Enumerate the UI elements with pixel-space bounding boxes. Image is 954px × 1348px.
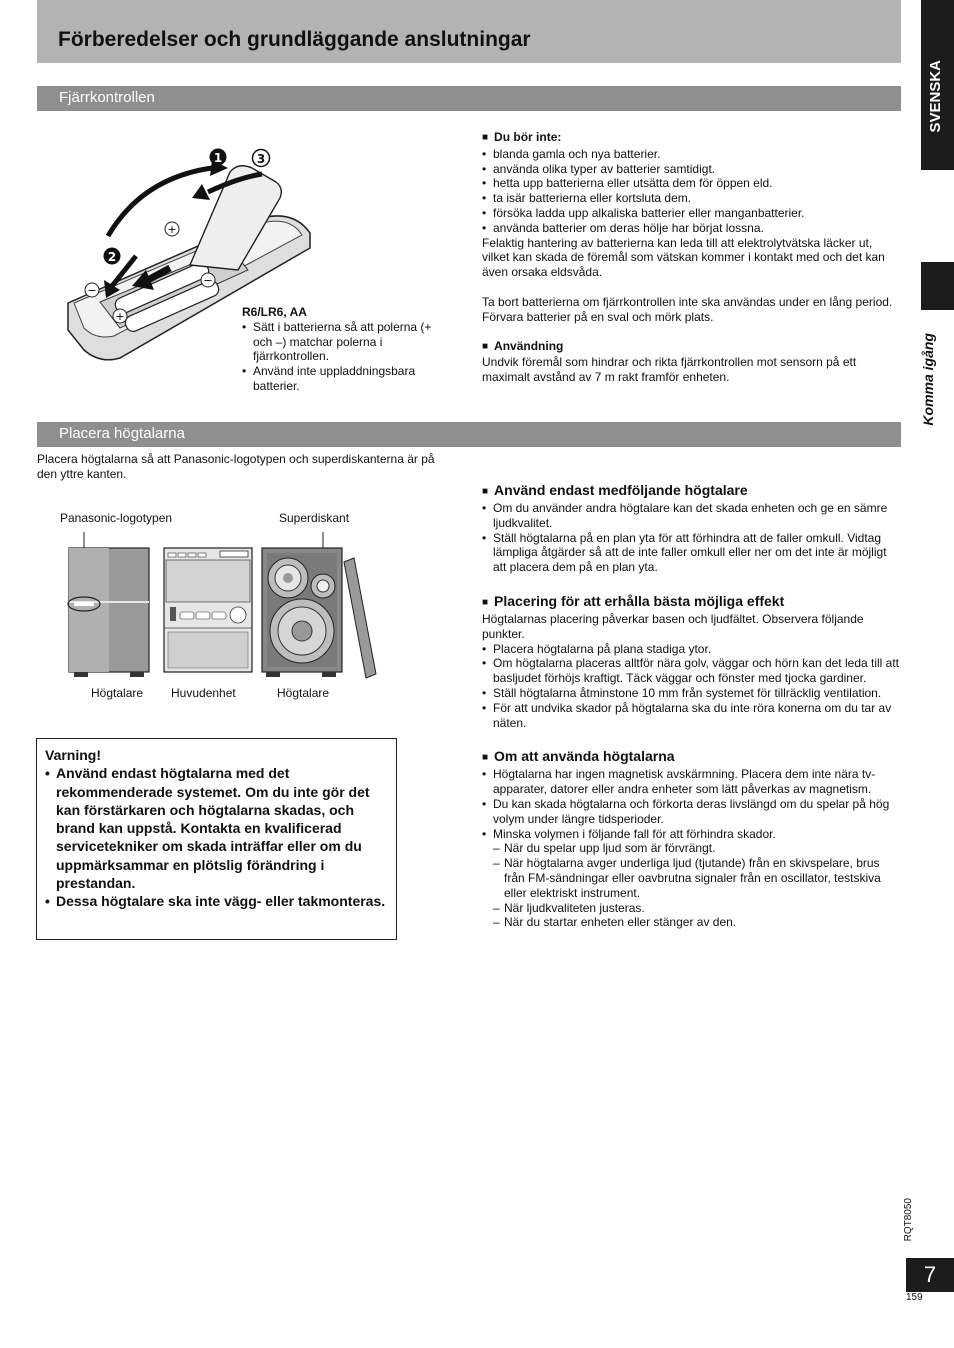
page-number: 7 xyxy=(923,1262,937,1287)
list-item: • Om du använder andra högtalare kan det skada enheten och ge en sämre ljudkvalitet. xyxy=(482,501,902,531)
using-dash-list xyxy=(482,841,902,930)
list-item: • blanda gamla och nya batterier. xyxy=(482,147,902,162)
removal-text: Ta bort batterierna om fjärrkontrollen inte ska användas under en lång period. Förvara batterier på en sval och mörk plats. xyxy=(482,294,893,324)
svg-text:+: + xyxy=(115,310,125,323)
svg-text:−: − xyxy=(87,284,97,297)
speakers-text-column xyxy=(482,482,902,930)
usage-text: Undvik föremål som hindrar och rikta fjärrkontrollen mot sensorn på ett maximalt avstånd av 7 m rakt framför enheten. xyxy=(482,355,857,385)
list-item: • använda olika typer av batterier samtidigt. xyxy=(482,162,902,177)
list-item: • För att undvika skador på högtalarna ska du inte röra konerna om du tar av näten. xyxy=(482,701,902,731)
page-number-box xyxy=(906,1258,954,1292)
heading-using: ■ Om att använda högtalarna xyxy=(482,748,902,767)
placement-list xyxy=(482,642,902,731)
list-item: • Använd inte uppladdningsbara batterier. xyxy=(242,364,442,394)
label-tweeter: Superdiskant xyxy=(279,511,350,525)
section-tab-block xyxy=(921,262,954,310)
warning-list xyxy=(45,764,389,910)
callout-2-label: 2 xyxy=(107,250,117,264)
list-item: • använda batterier om deras hölje har börjat lossna. xyxy=(482,221,902,236)
speaker-system-illustration xyxy=(60,528,390,680)
list-item: • Minska volymen i följande fall för att förhindra skador. xyxy=(482,827,902,842)
list-item: • Använd endast högtalarna med det rekommenderade systemet. Om du inte gör det kan förstärkaren och högtalarna skadas, och brand kan uppstå. Kontakta en kvalificerad servicetekniker om skada inträffar eller om du uppmärksammar en plötslig förändring i prestandan. xyxy=(45,764,389,892)
section-title-speakers: Placera högtalarna xyxy=(59,425,185,442)
list-item: • försöka ladda upp alkaliska batterier eller manganbatterier. xyxy=(482,206,902,221)
section-title-remote: Fjärrkontrollen xyxy=(59,89,155,106)
usage-heading: ■ Användning xyxy=(482,339,902,356)
heading-use-supplied: ■ Använd endast medföljande högtalare xyxy=(482,482,902,501)
battery-type: R6/LR6, AA xyxy=(242,305,307,319)
list-item: • Dessa högtalare ska inte vägg- eller takmonteras. xyxy=(45,892,389,910)
list-item: • hetta upp batterierna eller utsätta dem för öppen eld. xyxy=(482,176,902,191)
section-bar-remote xyxy=(37,86,901,111)
section-tab-label: Komma igång xyxy=(920,333,936,426)
list-item: • ta isär batterierna eller kortsluta dem. xyxy=(482,191,902,206)
list-item: • Sätt i batterierna så att polerna (+ och –) matchar polerna i fjärrkontrollen. xyxy=(242,320,442,364)
svg-text:+: + xyxy=(167,223,177,236)
language-tab xyxy=(921,0,954,170)
list-item: • Högtalarna har ingen magnetisk avskärmning. Placera dem inte nära tv-apparater, datorer eller andra enheter som lätt påverkas av magnetism. xyxy=(482,767,902,797)
dont-heading: ■ Du bör inte: xyxy=(482,130,902,147)
list-item: • Du kan skada högtalarna och förkorta deras livslängd om du spelar på hög volym under längre tidsperioder. xyxy=(482,797,902,827)
callout-3-label: 3 xyxy=(256,152,266,166)
label-main-unit: Huvudenhet xyxy=(171,686,236,700)
list-item: • Om högtalarna placeras alltför nära golv, väggar och hörn kan det leda till att basljudet förhöjs kraftigt. Täck väggar och fönster med tjocka gardiner. xyxy=(482,656,902,686)
using-list xyxy=(482,767,902,841)
list-item: • Placera högtalarna på plana stadiga ytor. xyxy=(482,642,902,657)
use-supplied-list xyxy=(482,501,902,575)
heading-placement: ■ Placering för att erhålla bästa möjliga effekt xyxy=(482,593,902,612)
dont-list xyxy=(482,147,902,236)
label-right-speaker: Högtalare xyxy=(277,686,330,700)
label-logo: Panasonic-logotypen xyxy=(60,511,173,525)
battery-notes xyxy=(242,305,442,394)
placement-intro: Högtalarnas placering påverkar basen och ljudfältet. Observera följande punkter. xyxy=(482,611,864,641)
warning-title: Varning! xyxy=(45,747,102,763)
language-tab-label: SVENSKA xyxy=(927,60,944,133)
title-bar xyxy=(37,0,901,63)
page-title: Förberedelser och grundläggande anslutningar xyxy=(58,28,531,51)
arrow-open xyxy=(108,168,212,236)
warning-box xyxy=(36,738,397,940)
mishandling-text: Felaktig hantering av batterierna kan leda till att elektrolytvätska läcker ut, vilket kan skada de föremål som vätskan kommer i kontakt med och det kan även orsaka eldsvåda. xyxy=(482,235,885,280)
list-item: – När högtalarna avger underliga ljud (tjutande) från en skivspelare, brus från FM-sändningar eller oavbrutna signaler från en oscillator, testskiva eller elektriskt instrument. xyxy=(493,856,902,900)
list-item: – När du spelar upp ljud som är förvrängt. xyxy=(493,841,902,856)
speakers-intro: Placera högtalarna så att Panasonic-logotypen och superdiskanterna är på den yttre kanten. xyxy=(37,452,435,481)
section-bar-speakers xyxy=(37,422,901,447)
speaker-grille xyxy=(344,558,376,678)
label-left-speaker: Högtalare xyxy=(91,686,144,700)
list-item: – När du startar enheten eller stänger av den. xyxy=(493,915,902,930)
list-item: • Ställ högtalarna åtminstone 10 mm från systemet för tillräcklig ventilation. xyxy=(482,686,902,701)
svg-text:−: − xyxy=(203,274,213,287)
battery-notes-list xyxy=(242,320,442,394)
callout-1-label: 1 xyxy=(213,151,223,165)
list-item: • Ställ högtalarna på en plan yta för att förhindra att de faller omkull. Vidtag lämpliga åtgärder så att de inte faller omkull eller ner om det inte är möjligt att placera dem på en plan yta. xyxy=(482,531,902,575)
list-item: – När ljudkvaliteten justeras. xyxy=(493,901,902,916)
doc-code: RQT8050 xyxy=(903,1198,914,1242)
sub-page-number: 159 xyxy=(906,1292,923,1303)
remote-text-column xyxy=(482,130,902,385)
